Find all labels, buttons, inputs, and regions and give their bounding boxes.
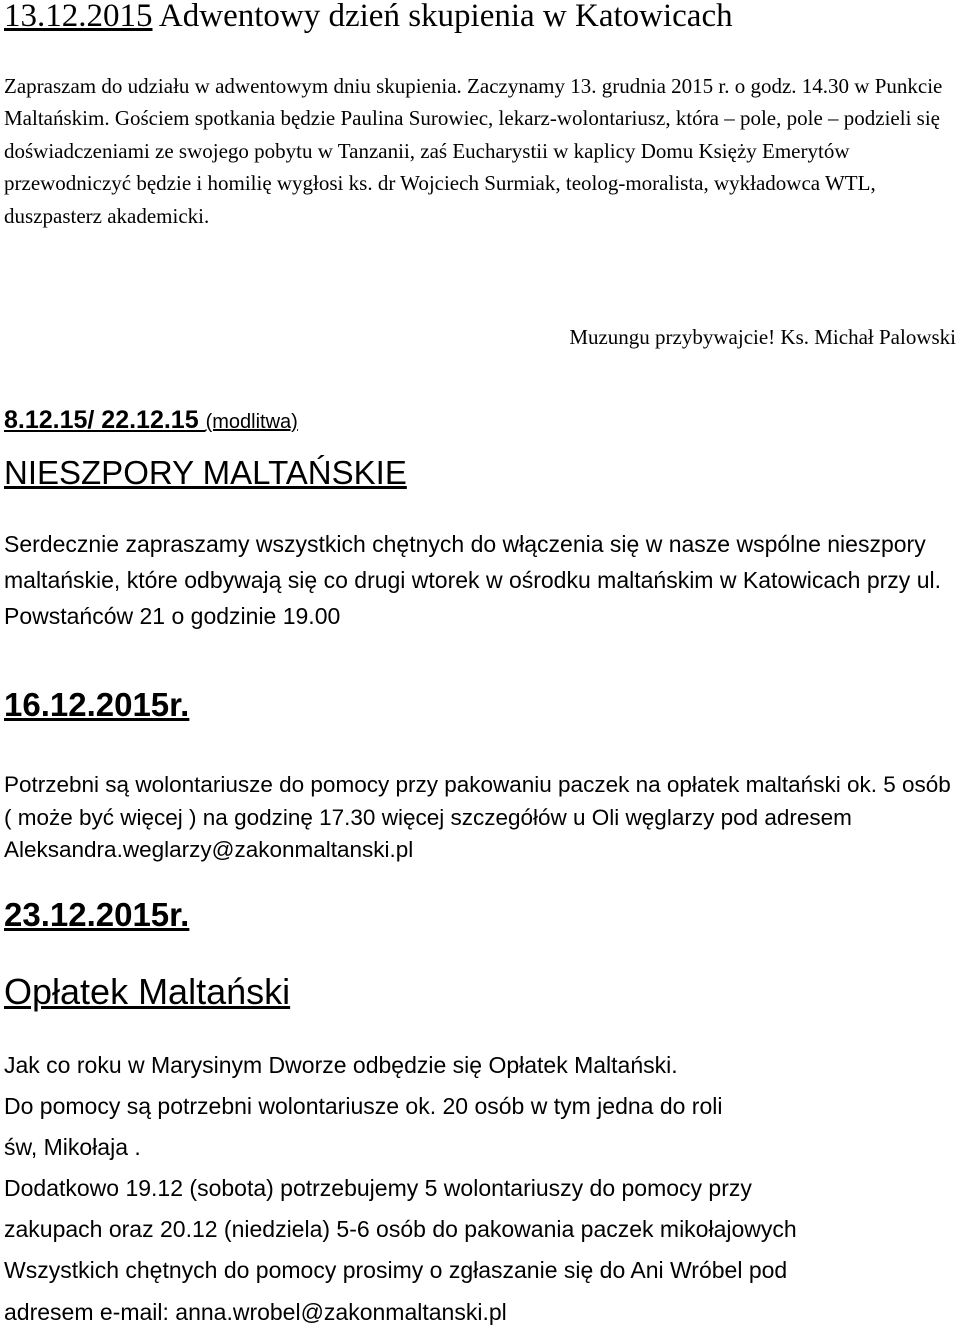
vespers-date-note: (modlitwa) <box>205 411 298 433</box>
oplatek-date: 23.12.2015r. <box>4 896 190 933</box>
oplatek-description <box>4 1045 956 1333</box>
oplatek-heading: Opłatek Maltański <box>4 971 291 1012</box>
vespers-date-line <box>4 400 956 442</box>
event-title-advent <box>4 0 956 36</box>
oplatek-line: Do pomocy są potrzebni wolontariusze ok. 20 osób w tym jedna do roli <box>4 1093 723 1120</box>
oplatek-line: adresem e-mail: anna.wrobel@zakonmaltanski.pl <box>4 1298 507 1325</box>
oplatek-line: Dodatkowo 19.12 (sobota) potrzebujemy 5 wolontariuszy do pomocy przy <box>4 1175 752 1202</box>
packing-description: Potrzebni są wolontariusze do pomocy przy pakowaniu paczek na opłatek maltański ok. 5 osób ( może być więcej ) na godzinę 17.30 więcej szczegółów u Oli węglarzy pod adresem Aleksandra.weglarzy@zakonmaltanski.pl <box>4 772 951 862</box>
oplatek-line: Jak co roku w Marysinym Dworze odbędzie się Opłatek Maltański. <box>4 1052 678 1078</box>
advent-description: Zapraszam do udziału w adwentowym dniu skupienia. Zaczynamy 13. grudnia 2015 r. o godz. 14.30 w Punkcie Maltańskim. Gościem spotkania będzie Paulina Surowiec, lekarz-wolontariusz, która – pole, pole – podzieli się doświadczeniami ze swojego pobytu w Tanzanii, zaś Eucharystii w kaplicy Domu Księży Emerytów przewodniczyć będzie i homilię wygłosi ks. dr Wojciech Surmiak, teolog-moralista, wykładowca WTL, duszpasterz akademicki. <box>4 74 943 228</box>
event-title-text: Adwentowy dzień skupienia w Katowicach <box>152 0 733 34</box>
oplatek-line: Wszystkich chętnych do pomocy prosimy o zgłaszanie się do Ani Wróbel pod <box>4 1257 788 1284</box>
oplatek-line: zakupach oraz 20.12 (niedziela) 5-6 osób do pakowania paczek mikołajowych <box>4 1216 797 1243</box>
packing-date: 16.12.2015r. <box>4 686 190 723</box>
vespers-heading: NIESZPORY MALTAŃSKIE <box>4 454 407 491</box>
event-date-advent: 13.12.2015 <box>4 0 153 34</box>
advent-signature: Muzungu przybywajcie! Ks. Michał Palowski <box>569 325 956 349</box>
vespers-description: Serdecznie zapraszamy wszystkich chętnych do włączenia się w nasze wspólne nieszpory maltańskie, które odbywają się co drugi wtorek w ośrodku maltańskim w Katowicach przy ul. Powstańców 21 o godzinie 19.00 <box>4 531 941 629</box>
oplatek-line: św, Mikołaja . <box>4 1134 141 1161</box>
vespers-dates: 8.12.15/ 22.12.15 <box>4 406 206 434</box>
